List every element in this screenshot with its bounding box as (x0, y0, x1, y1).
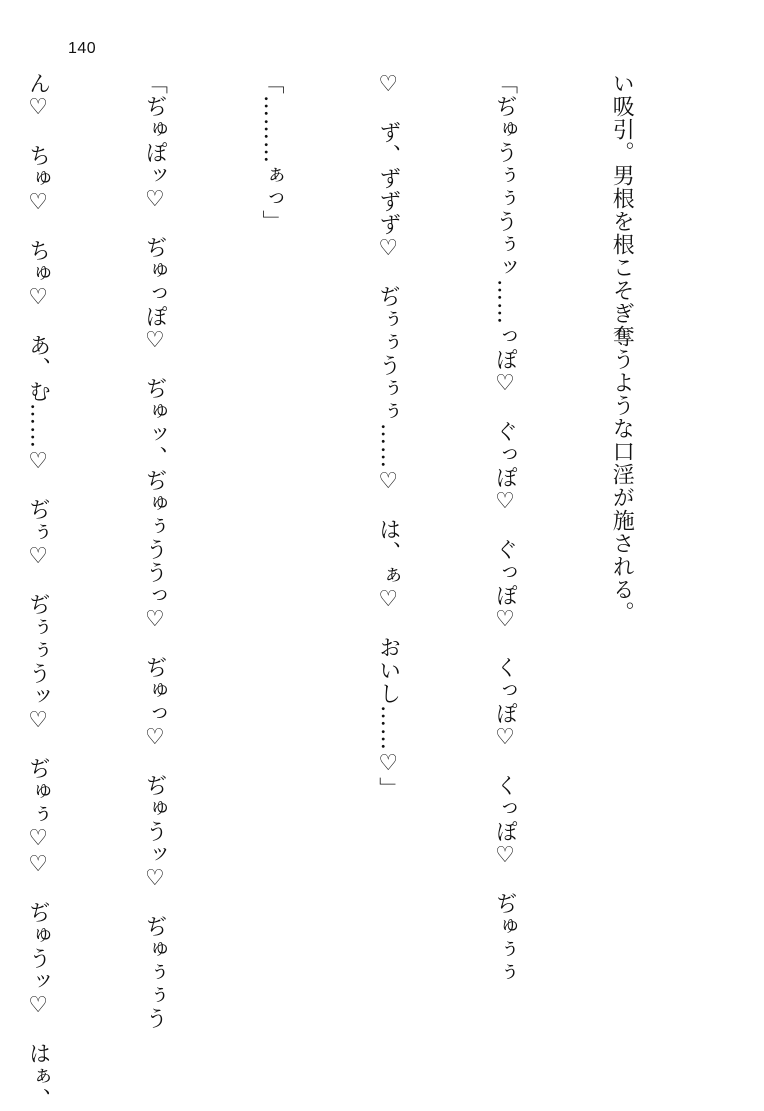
text-line: 「………ぁっ」 (259, 72, 285, 233)
text-line: ん♡ ちゅ♡ ちゅ♡ あ、む……♡ ぢぅ♡ ぢぅぅうッ♡ ぢゅぅ♡♡ ぢゅうッ♡ はぁ、 (25, 72, 51, 1111)
page-number: 140 (68, 40, 97, 57)
text-line: 「ぢゅぽッ♡ ぢゅっぽ♡ ぢゅッ、ぢゅぅううっ♡ ぢゅっ♡ ぢゅうッ♡ ぢゅぅぅう (142, 72, 168, 1030)
text-line: 「ぢゅうぅぅうぅッ……っぽ♡ ぐっぽ♡ ぐっぽ♡ くっぽ♡ くっぽ♡ ぢゅぅぅ (492, 72, 518, 984)
text-line: い吸引。男根を根こそぎ奪うような口淫が施される。 (609, 72, 635, 624)
vertical-text-body (25, 72, 718, 1111)
text-line: ♡ ず、ずずず♡ ぢぅぅうぅぅ……♡ は、ぁ♡ おいし……♡」 (375, 72, 401, 800)
